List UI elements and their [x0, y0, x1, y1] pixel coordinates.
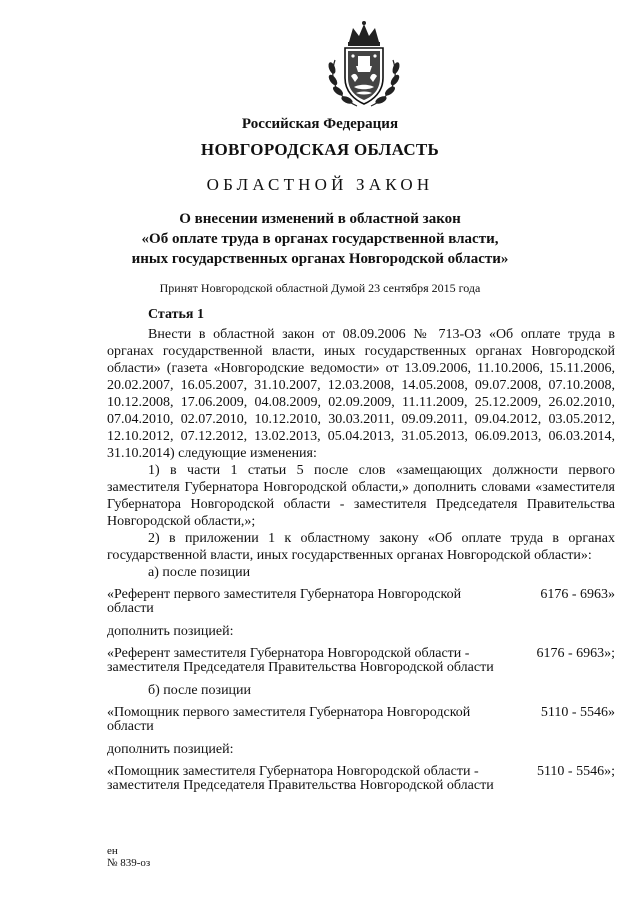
novgorod-coat-of-arms-icon [321, 20, 407, 112]
law-title [90, 209, 550, 269]
salary-range: 5110 - 5546» [540, 705, 615, 720]
position-title: «Референт заместителя Губернатора Новгородской области - заместителя Председателя Правительства Новгородской области [107, 646, 494, 675]
law-title-line: иных государственных органах Новгородской области» [131, 251, 509, 267]
country-name: Российская Федерация [241, 116, 399, 132]
add-position-label: дополнить позицией: [107, 742, 234, 757]
amendment-item-2: 2) в приложении 1 к областному закону «Об оплате труда в органах государственной власти, иных государственных органах Новгородской области»: [107, 531, 615, 563]
executor-initials: ен [107, 845, 118, 857]
position-row [107, 647, 615, 675]
add-position-label: дополнить позицией: [107, 624, 234, 639]
document-footer [107, 845, 150, 869]
position-title: «Референт первого заместителя Губернатора Новгородской области [107, 587, 462, 616]
position-title: «Помощник заместителя Губернатора Новгородской области - заместителя Председателя Правительства Новгородской области [107, 764, 494, 793]
amendment-item-1: 1) в части 1 статьи 5 после слов «замещающих должности первого заместителя Губернатора Новгородской области,» дополнить словами «заместителя Губернатора Новгородской области - заместителя Председателя Правительства Новгородской области,»; [107, 463, 615, 529]
document-type: ОБЛАСТНОЙ ЗАКОН [206, 175, 434, 194]
law-title-line: О внесении изменений в областной закон [179, 211, 461, 227]
article-heading: Статья 1 [148, 307, 204, 322]
subitem-a: а) после позиции [148, 565, 251, 580]
subitem-b: б) после позиции [148, 683, 252, 698]
article-intro: Внести в областной закон от 08.09.2006 № 713-ОЗ «Об оплате труда в органах государственной власти, иных государственных органах Новгородской области» (газета «Новгородские ведомости» от 13.09.2006, 11.10.2006, 15.11.2006, 20.02.2007, 16.05.2007, 31.10.2007, 12.03.2008, 14.05.2008, 09.07.2008, 07.10.2008, 10.12.2008, 17.06.2009, 04.08.2009, 02.09.2009, 11.11.2009, 25.12.2009, 26.02.2010, 07.04.2010, 02.07.2010, 10.12.2010, 30.03.2011, 09.09.2011, 09.04.2012, 03.05.2012, 12.10.2012, 07.12.2012, 13.02.2013, 05.04.2013, 31.05.2013, 06.09.2013, 06.03.2014, 31.10.2014) следующие изменения: [107, 327, 615, 461]
salary-range: 5110 - 5546»; [536, 764, 615, 779]
position-row [107, 588, 615, 616]
region-name: НОВГОРОДСКАЯ ОБЛАСТЬ [200, 140, 440, 159]
article-body [107, 326, 615, 793]
salary-range: 6176 - 6963»; [536, 646, 615, 661]
adoption-note: Принят Новгородской областной Думой 23 сентября 2015 года [159, 281, 481, 295]
salary-range: 6176 - 6963» [540, 587, 615, 602]
position-row [107, 765, 615, 793]
law-title-line: «Об оплате труда в органах государственной власти, [141, 231, 499, 247]
position-title: «Помощник первого заместителя Губернатора Новгородской области [107, 705, 471, 734]
position-row [107, 706, 615, 734]
law-number: № 839-оз [107, 857, 151, 869]
